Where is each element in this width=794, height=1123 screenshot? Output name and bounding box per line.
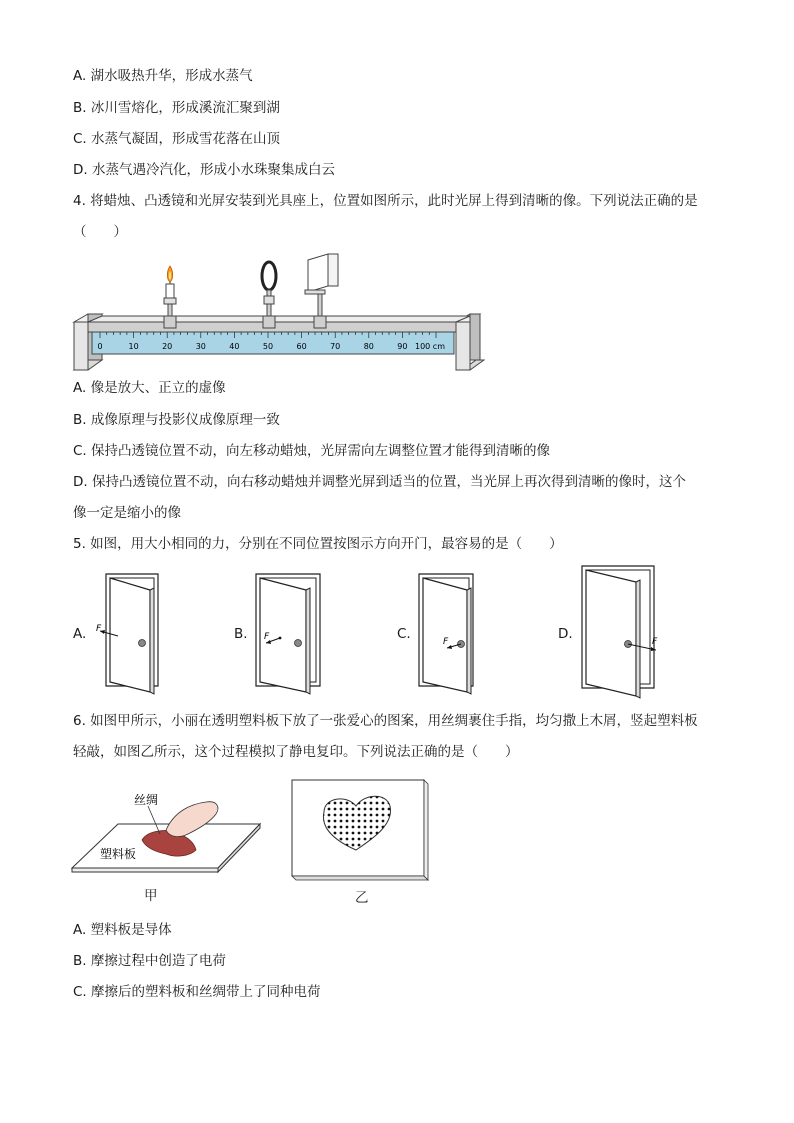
figure-jia [70, 778, 270, 878]
q4-option-d-cont: 像一定是缩小的像 [73, 505, 181, 521]
caption-yi: 乙 [355, 890, 369, 906]
q4-stem: 4. 将蜡烛、凸透镜和光屏安装到光具座上，位置如图所示，此时光屏上得到清晰的像。下列说法正确的是 [73, 193, 698, 209]
q4-option-c: C. 保持凸透镜位置不动，向左移动蜡烛，光屏需向左调整位置才能得到清晰的像 [73, 443, 551, 459]
door-c-figure [413, 568, 493, 698]
label-silk: 丝绸 [134, 793, 159, 807]
bench-right-support [456, 314, 484, 370]
ruler-label: 30 [195, 342, 206, 351]
ruler-label: 20 [162, 342, 173, 351]
q4-option-a: A. 像是放大、正立的虚像 [73, 380, 226, 396]
door-a-force-label: F [96, 624, 102, 634]
ruler-label: 70 [330, 342, 341, 351]
q6-stem: 6. 如图甲所示，小丽在透明塑料板下放了一张爱心的图案，用丝绸裹住手指，均匀撒上木屑，竖起塑料板 [73, 713, 698, 729]
q3-option-a: A. 湖水吸热升华，形成水蒸气 [73, 68, 253, 84]
ruler-label: 0 [97, 342, 103, 351]
door-d-figure [576, 562, 666, 702]
door-c-label: C. [397, 626, 411, 642]
q6-option-c: C. 摩擦后的塑料板和丝绸带上了同种电荷 [73, 984, 321, 1000]
ruler-label: 100 cm [414, 342, 446, 351]
q6-option-b: B. 摩擦过程中创造了电荷 [73, 953, 226, 969]
door-d-force-label: F [652, 637, 658, 647]
door-d-label: D. [558, 626, 573, 642]
ruler-label: 80 [363, 342, 374, 351]
door-b-force-label: F [264, 632, 270, 642]
candle [164, 266, 176, 328]
ruler-label: 60 [296, 342, 307, 351]
q4-option-b: B. 成像原理与投影仪成像原理一致 [73, 412, 280, 428]
q3-option-b: B. 冰川雪熔化，形成溪流汇聚到湖 [73, 100, 280, 116]
door-a-label: A. [73, 626, 87, 642]
door-a-figure [88, 568, 168, 698]
optical-bench-figure [70, 252, 485, 374]
door-c-force-label: F [443, 637, 449, 647]
q6-option-a: A. 塑料板是导体 [73, 922, 172, 938]
door-b-label: B. [234, 626, 248, 642]
q6-stem-cont: 轻敲，如图乙所示，这个过程模拟了静电复印。下列说法正确的是（ ） [73, 744, 519, 760]
ruler-label: 90 [397, 342, 408, 351]
ruler-label: 50 [262, 342, 274, 351]
q3-option-d: D. 水蒸气遇冷汽化，形成小水珠聚集成白云 [73, 162, 335, 178]
ruler-label: 40 [229, 342, 240, 351]
door-b-figure [250, 568, 330, 698]
label-board: 塑料板 [100, 847, 137, 861]
convex-lens [262, 262, 276, 328]
q4-option-d: D. 保持凸透镜位置不动，向右移动蜡烛并调整光屏到适当的位置，当光屏上再次得到清晰的像时，这个 [73, 474, 686, 490]
q5-stem: 5. 如图，用大小相同的力，分别在不同位置按图示方向开门，最容易的是（ ） [73, 536, 563, 552]
ruler-label: 10 [128, 342, 139, 351]
rail-top [88, 316, 470, 322]
q4-stem-bracket: （ ） [73, 224, 127, 240]
q3-option-c: C. 水蒸气凝固，形成雪花落在山顶 [73, 131, 281, 147]
figure-yi [290, 776, 430, 882]
caption-jia: 甲 [144, 888, 158, 904]
